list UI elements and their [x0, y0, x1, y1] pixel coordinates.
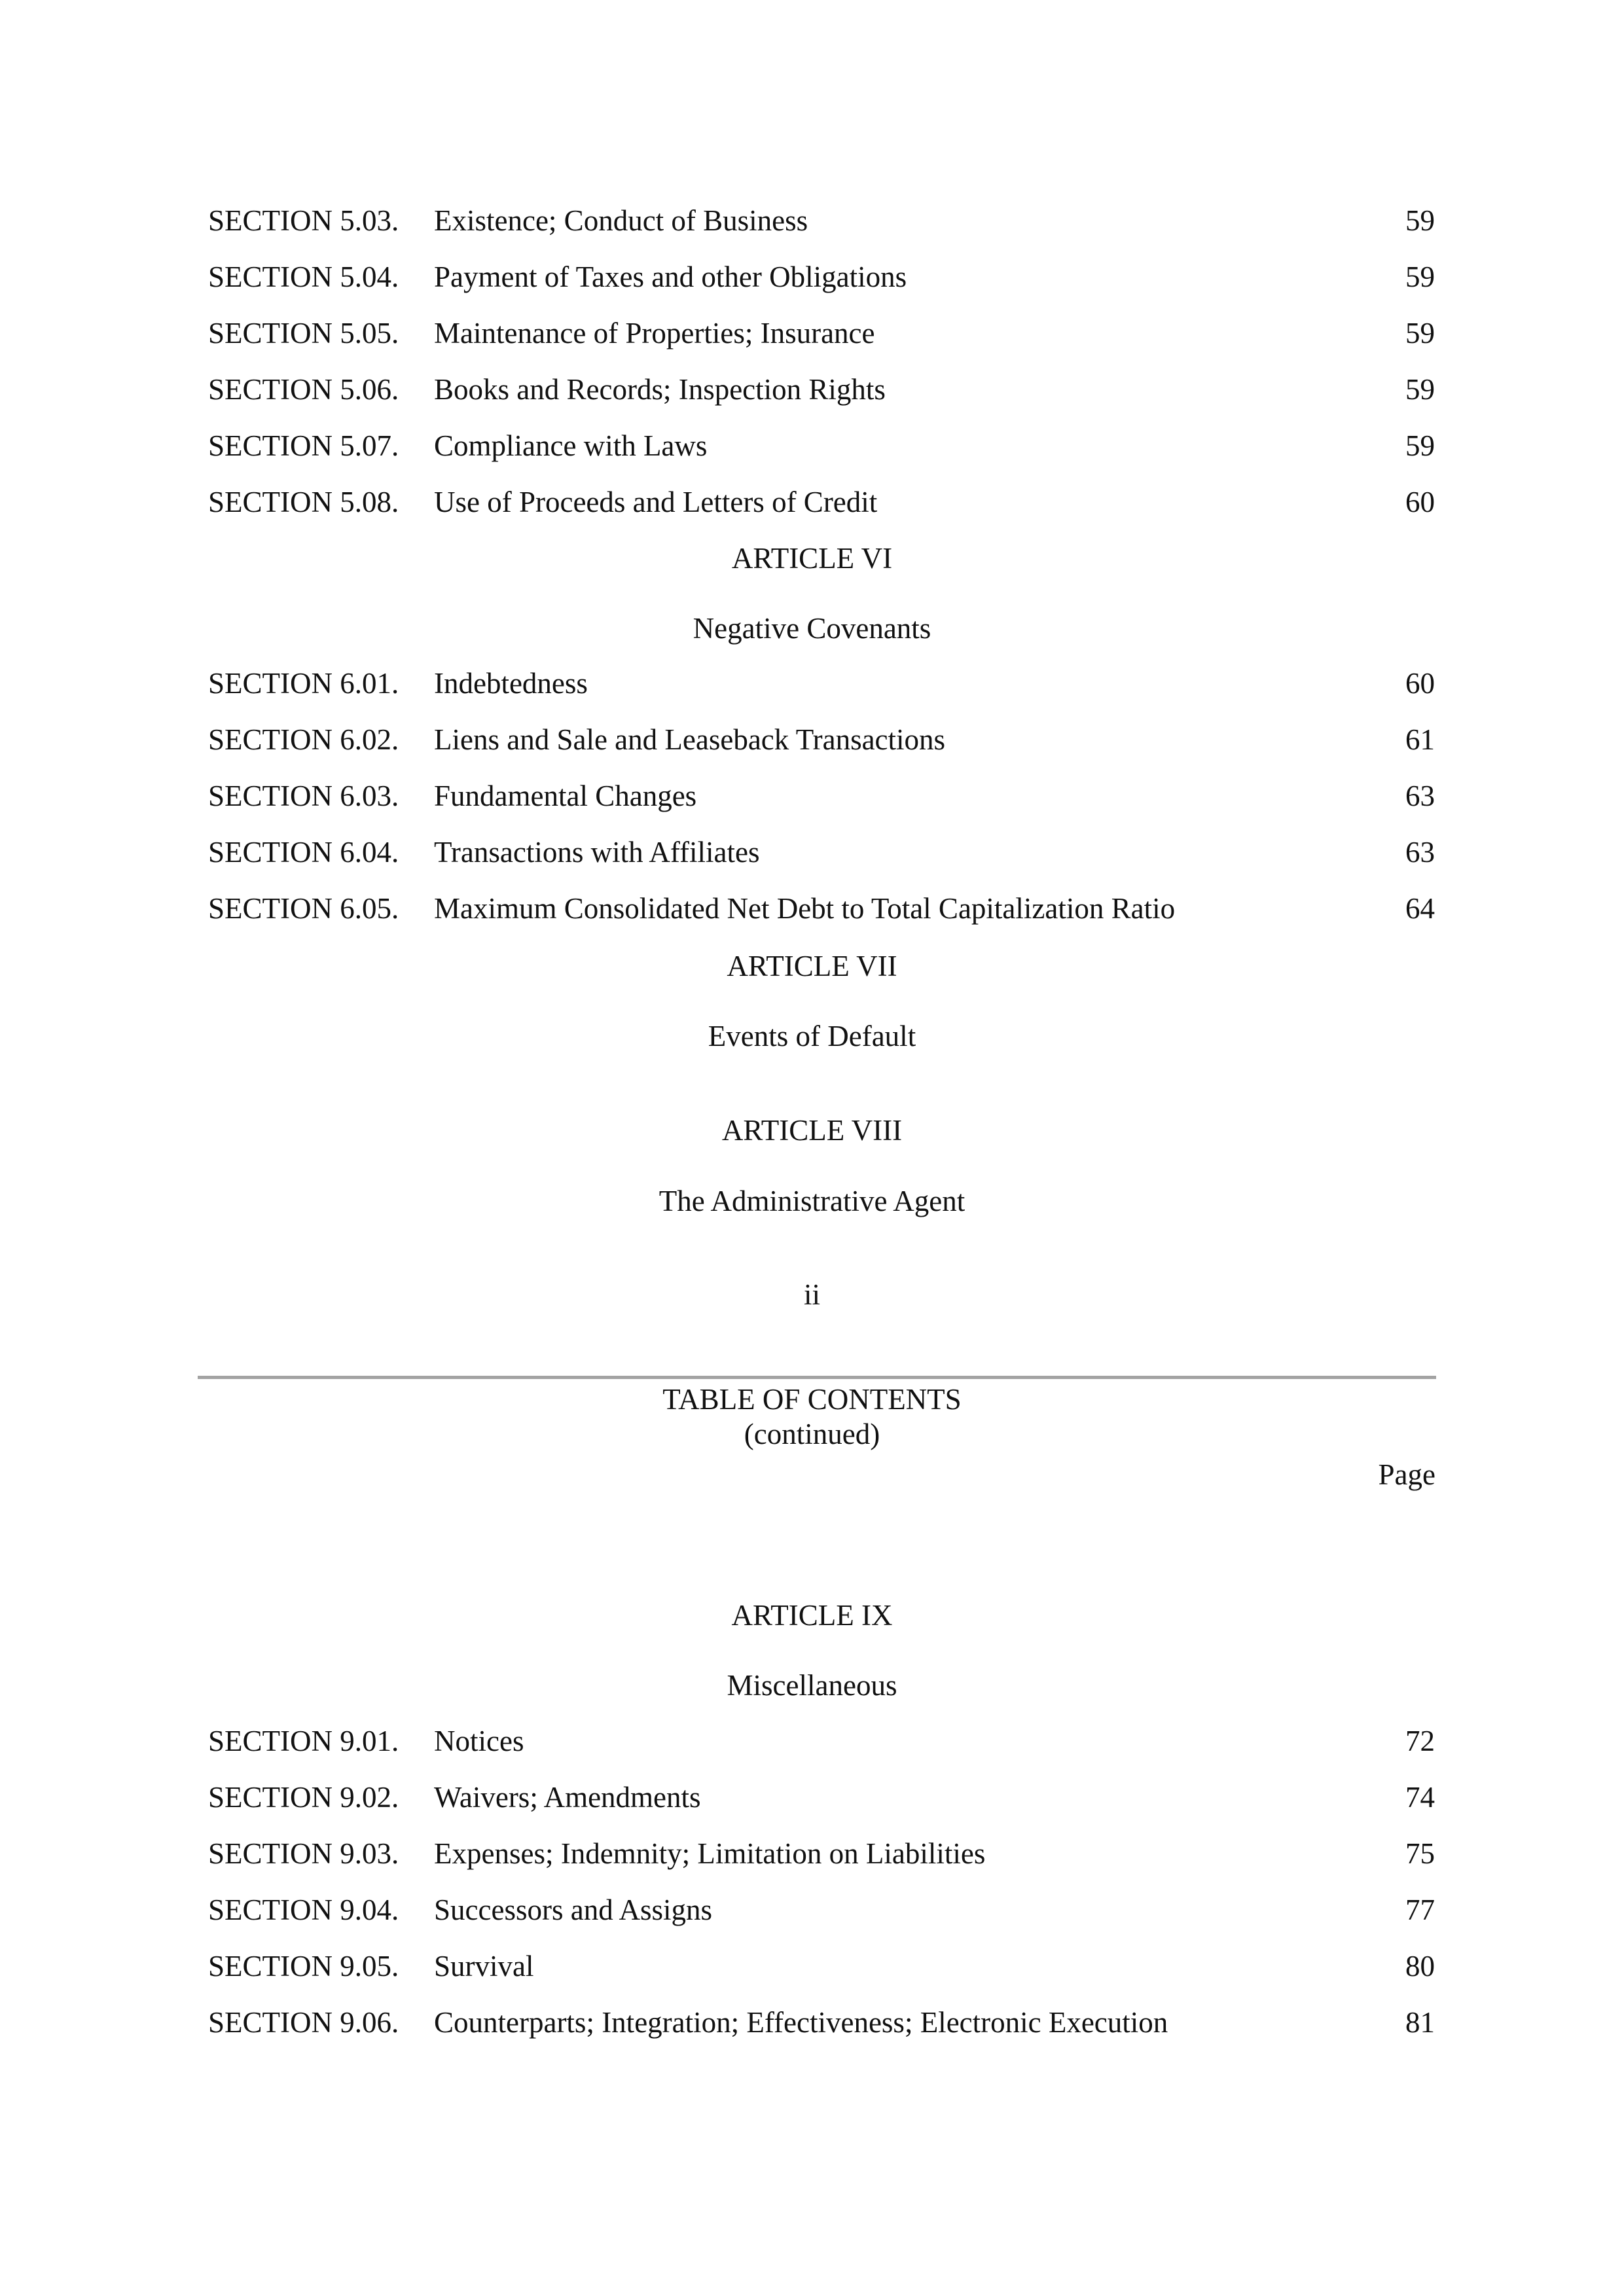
page-number: ii: [803, 1278, 820, 1311]
page-column-label: Page: [1378, 1458, 1435, 1491]
article-title: Miscellaneous: [727, 1669, 897, 1702]
toc-row: [208, 826, 1440, 878]
toc-page-number: 80: [1405, 1950, 1435, 1982]
toc-section-number: SECTION 9.02.: [208, 1781, 399, 1814]
toc-page-number: 59: [1405, 260, 1435, 293]
article-heading: ARTICLE VIII: [721, 1114, 903, 1147]
toc-section-number: SECTION 6.03.: [208, 780, 399, 812]
toc-entry-title: Existence; Conduct of Business: [434, 204, 808, 237]
toc-entry-title: Notices: [434, 1725, 524, 1757]
toc-row: [208, 194, 1440, 247]
toc-row: [208, 713, 1440, 766]
toc-page-number: 61: [1405, 723, 1435, 756]
toc-section-number: SECTION 9.03.: [208, 1837, 399, 1870]
toc-entry-title: Books and Records; Inspection Rights: [434, 373, 886, 406]
toc-page-number: 63: [1405, 836, 1435, 869]
toc-page-number: 60: [1405, 667, 1435, 700]
toc-section-number: SECTION 5.04.: [208, 260, 399, 293]
article-title: The Administrative Agent: [659, 1185, 965, 1217]
toc-page-number: 75: [1405, 1837, 1435, 1870]
toc-entry-title: Successors and Assigns: [434, 1893, 712, 1926]
toc-entry-title: Waivers; Amendments: [434, 1781, 701, 1814]
toc-page-number: 60: [1405, 486, 1435, 518]
article-heading: ARTICLE VII: [727, 950, 897, 982]
toc-page-number: 59: [1405, 317, 1435, 350]
toc-section-number: SECTION 6.05.: [208, 892, 399, 925]
toc-page-number: 81: [1405, 2006, 1435, 2039]
toc-row: [208, 1715, 1440, 1767]
toc-section-number: SECTION 5.03.: [208, 204, 399, 237]
toc-title: TABLE OF CONTENTS: [662, 1383, 962, 1416]
toc-entry-title: Use of Proceeds and Letters of Credit: [434, 486, 878, 518]
toc-row: [208, 363, 1440, 416]
toc-entry-title: Expenses; Indemnity; Limitation on Liabilities: [434, 1837, 986, 1870]
toc-row: [208, 1771, 1440, 1823]
toc-entry-title: Maximum Consolidated Net Debt to Total Capitalization Ratio: [434, 892, 1176, 925]
toc-entry-title: Compliance with Laws: [434, 429, 708, 462]
toc-page-number: 59: [1405, 373, 1435, 406]
toc-section-number: SECTION 6.01.: [208, 667, 399, 700]
article-heading: ARTICLE VI: [731, 542, 893, 575]
toc-entry-title: Fundamental Changes: [434, 780, 697, 812]
toc-page-number: 59: [1405, 429, 1435, 462]
toc-page-number: 77: [1405, 1893, 1435, 1926]
toc-row: [208, 882, 1440, 935]
toc-subtitle: (continued): [744, 1418, 880, 1450]
article-title: Negative Covenants: [693, 612, 931, 645]
toc-row: [208, 307, 1440, 359]
toc-section-number: SECTION 9.06.: [208, 2006, 399, 2039]
toc-page-number: 74: [1405, 1781, 1435, 1814]
toc-entry-title: Payment of Taxes and other Obligations: [434, 260, 907, 293]
toc-section-number: SECTION 5.06.: [208, 373, 399, 406]
toc-page-number: 59: [1405, 204, 1435, 237]
article-heading: ARTICLE IX: [731, 1599, 893, 1632]
toc-row: [208, 1827, 1440, 1880]
toc-row: [208, 1996, 1440, 2049]
toc-section-number: SECTION 9.04.: [208, 1893, 399, 1926]
page-separator: [198, 1376, 1436, 1379]
toc-section-number: SECTION 9.01.: [208, 1725, 399, 1757]
toc-entry-title: Maintenance of Properties; Insurance: [434, 317, 875, 350]
toc-page-number: 64: [1405, 892, 1435, 925]
toc-entry-title: Survival: [434, 1950, 534, 1982]
toc-section-number: SECTION 9.05.: [208, 1950, 399, 1982]
toc-row: [208, 420, 1440, 472]
toc-entry-title: Liens and Sale and Leaseback Transactions: [434, 723, 946, 756]
toc-section-number: SECTION 6.02.: [208, 723, 399, 756]
toc-row: [208, 770, 1440, 822]
toc-entry-title: Counterparts; Integration; Effectiveness; Electronic Execution: [434, 2006, 1168, 2039]
toc-page-number: 72: [1405, 1725, 1435, 1757]
toc-row: [208, 251, 1440, 303]
toc-row: [208, 1940, 1440, 1992]
toc-section-number: SECTION 5.08.: [208, 486, 399, 518]
toc-row: [208, 1884, 1440, 1936]
toc-entry-title: Transactions with Affiliates: [434, 836, 760, 869]
toc-section-number: SECTION 5.05.: [208, 317, 399, 350]
toc-row: [208, 476, 1440, 528]
toc-section-number: SECTION 5.07.: [208, 429, 399, 462]
toc-section-number: SECTION 6.04.: [208, 836, 399, 869]
toc-row: [208, 657, 1440, 709]
article-title: Events of Default: [708, 1020, 916, 1052]
toc-entry-title: Indebtedness: [434, 667, 588, 700]
toc-page-number: 63: [1405, 780, 1435, 812]
